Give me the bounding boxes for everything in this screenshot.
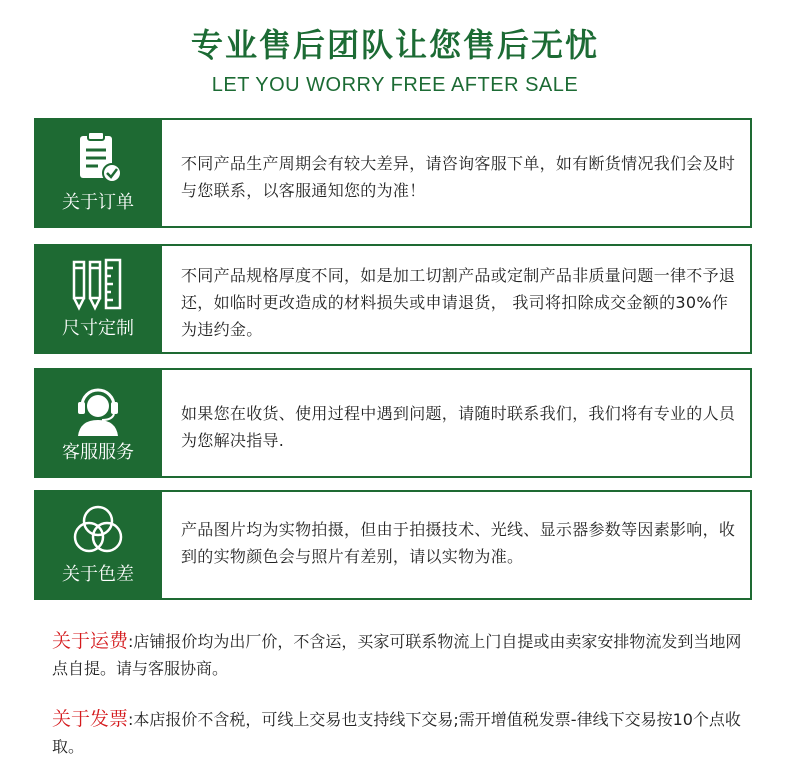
card-color-label: 关于色差 <box>62 564 134 585</box>
note-invoice-heading: 关于发票 <box>52 708 129 730</box>
pencil-ruler-icon <box>68 256 128 312</box>
card-service-box <box>162 368 752 478</box>
page-title: 专业售后团队让您售后无忧 <box>190 26 599 64</box>
card-order-panel <box>34 118 162 228</box>
clipboard-check-icon <box>68 130 128 186</box>
card-size-box <box>162 244 752 354</box>
card-size-text: 不同产品规格厚度不同，如是加工切割产品或定制产品非质量问题一律不予退还，如临时更改造成的材料损失或申请退货， 我司将扣除成交金额的30%作为违约金。 <box>181 266 736 339</box>
card-service-label: 客服服务 <box>62 442 134 463</box>
note-shipping-heading: 关于运费 <box>52 630 129 652</box>
card-color <box>34 490 752 600</box>
card-order <box>34 118 752 228</box>
color-circles-icon <box>68 502 128 558</box>
card-size-label: 尺寸定制 <box>62 318 134 339</box>
page-subtitle: LET YOU WORRY FREE AFTER SALE <box>211 74 579 96</box>
card-service <box>34 368 752 478</box>
card-service-panel <box>34 368 162 478</box>
card-size-panel <box>34 244 162 354</box>
note-invoice-text: :本店报价不含税，可线上交易也支持线下交易;需开增值税发票-律线下交易按10个点收取。 <box>52 710 741 756</box>
note-invoice <box>52 706 752 760</box>
note-shipping-text: :店铺报价均为出厂价，不含运，买家可联系物流上门自提或由卖家安排物流发到当地网点自提。请与客服协商。 <box>52 632 742 678</box>
headset-agent-icon <box>68 380 128 436</box>
note-shipping <box>52 628 752 682</box>
card-color-panel <box>34 490 162 600</box>
card-order-label: 关于订单 <box>62 192 134 213</box>
card-order-box <box>162 118 752 228</box>
card-service-text: 如果您在收货、使用过程中遇到问题，请随时联系我们，我们将有专业的人员为您解决指导. <box>181 404 736 450</box>
card-color-box <box>162 490 752 600</box>
card-color-text: 产品图片均为实物拍摄，但由于拍摄技术、光线、显示器参数等因素影响，收到的实物颜色会与照片有差别，请以实物为准。 <box>181 520 736 566</box>
card-size <box>34 244 752 354</box>
card-order-text: 不同产品生产周期会有较大差异，请咨询客服下单，如有断货情况我们会及时与您联系，以客服通知您的为准！ <box>181 154 736 200</box>
